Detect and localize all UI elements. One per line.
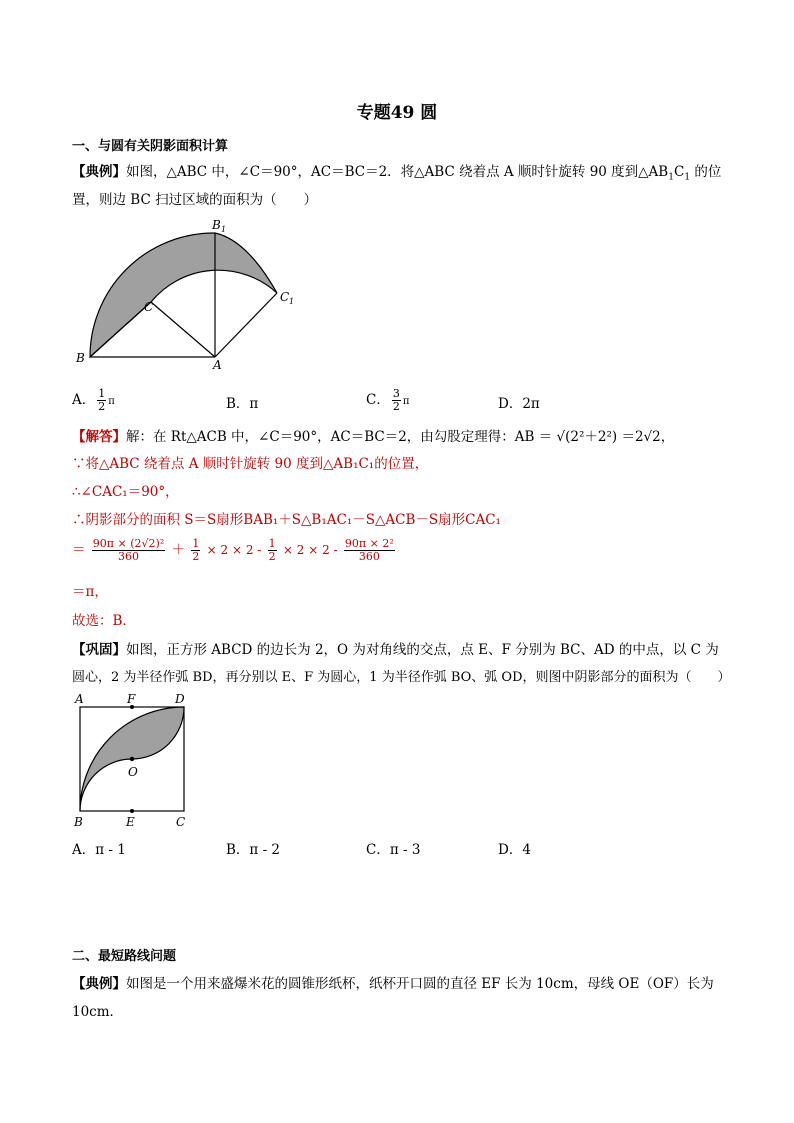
label-b: B xyxy=(74,815,83,829)
frac-num: 1 xyxy=(268,537,276,550)
formula-term: × 2 × 2 - xyxy=(206,543,262,557)
segment-ac1 xyxy=(215,293,277,357)
square-figure xyxy=(72,690,202,832)
option-c[interactable] xyxy=(366,388,409,413)
frac-den: 2 xyxy=(192,550,200,563)
example2-text-1: 如图是一个用来盛爆米花的圆锥形纸杯，纸杯开口圆的直径 EF 长为 10cm，母线 OE（OF）长为 xyxy=(126,976,714,992)
example2-line-1 xyxy=(72,972,714,992)
solution-text-1: 解：在 Rt△ACB 中，∠C＝90°，AC＝BC＝2，由勾股定理得：AB ＝ √(2²＋2²) ＝2√2， xyxy=(126,429,675,445)
label-e: E xyxy=(126,815,135,829)
frac-den: 2 xyxy=(98,400,106,413)
label-c1-sub: 1 xyxy=(289,297,295,306)
example-line-1 xyxy=(72,160,721,183)
point-o xyxy=(130,757,134,761)
label-a: A xyxy=(75,692,84,706)
solution-line-6: ＝π， xyxy=(72,584,108,600)
example-text-end: 的位 xyxy=(690,164,722,180)
example-line-2: 置，则边 BC 扫过区域的面积为（ ） xyxy=(72,192,318,208)
solution-line-2: ∵将△ABC 绕着点 A 顺时针旋转 90 度到△AB₁C₁的位置， xyxy=(72,456,429,472)
practice-line-1 xyxy=(72,638,719,658)
solution-line-4: ∴阴影部分的面积 S＝S扇形BAB₁＋S△B₁AC₁－S△ACB－S扇形CAC₁ xyxy=(72,512,501,528)
section-heading-1: 一、与圆有关阴影面积计算 xyxy=(72,139,229,154)
rotation-figure xyxy=(72,215,312,375)
segment-ca xyxy=(151,302,215,357)
pi-symbol: π xyxy=(108,396,115,407)
subscript: 1 xyxy=(684,172,691,183)
solution-line-1 xyxy=(72,425,674,445)
label-c: C xyxy=(176,815,186,829)
frac-num: 90π × (2√2)² xyxy=(92,537,165,550)
practice-text-1: 如图，正方形 ABCD 的边长为 2，O 为对角线的交点，点 E、F 分别为 BC、AD 的中点，以 C 为 xyxy=(126,642,719,658)
label-f: F xyxy=(127,692,136,706)
example-tag: 【典例】 xyxy=(72,164,126,180)
pi-symbol: π xyxy=(402,396,410,407)
option-d[interactable]: D．2π xyxy=(498,396,540,412)
label-c1: C xyxy=(280,290,290,304)
option-b[interactable]: B．π xyxy=(226,396,259,412)
solution-tag: 【解答】 xyxy=(72,429,126,445)
practice-option-b[interactable]: B．π - 2 xyxy=(226,842,281,858)
frac-den: 360 xyxy=(118,550,140,563)
frac-num: 1 xyxy=(98,387,106,400)
practice-line-2: 圆心，2 为半径作弧 BD，再分别以 E、F 为圆心，1 为半径作弧 BO、弧 OD，则图中阴影部分的面积为（ ） xyxy=(72,670,731,685)
plus-sign: ＋ xyxy=(171,542,186,558)
page-title: 专题49 圆 xyxy=(356,103,438,123)
option-c-prefix: C． xyxy=(366,392,390,408)
formula-term: × 2 × 2 - xyxy=(282,543,338,557)
frac-num: 3 xyxy=(392,387,400,400)
frac-den: 360 xyxy=(358,550,380,563)
practice-option-c[interactable]: C．π - 3 xyxy=(366,842,421,858)
section-heading-2: 二、最短路线问题 xyxy=(72,949,177,964)
equals-sign: ＝ xyxy=(72,542,86,558)
solution-formula xyxy=(72,538,397,563)
label-b1-sub: 1 xyxy=(221,225,227,234)
label-o: O xyxy=(128,765,138,779)
frac-num: 1 xyxy=(192,537,200,550)
example-text-1: 如图，△ABC 中，∠C＝90°，AC＝BC＝2．将△ABC 绕着点 A 顺时针旋转 90 度到△AB xyxy=(126,164,669,180)
frac-den: 2 xyxy=(392,400,400,413)
example-text-mid: C xyxy=(673,164,685,180)
option-a-prefix: A． xyxy=(72,392,96,408)
practice-tag: 【巩固】 xyxy=(72,642,126,658)
shaded-region xyxy=(90,233,277,357)
practice-option-a[interactable]: A．π - 1 xyxy=(72,842,126,858)
frac-num: 90π × 2² xyxy=(344,537,394,550)
example2-line-2: 10cm． xyxy=(72,1004,124,1020)
frac-den: 2 xyxy=(268,550,276,563)
subscript: 1 xyxy=(668,172,674,183)
solution-line-7: 故选：B． xyxy=(72,613,136,629)
point-e xyxy=(130,809,134,813)
label-b: B xyxy=(76,351,85,365)
label-c: C xyxy=(144,300,154,314)
label-b1: B xyxy=(212,218,221,232)
label-d: D xyxy=(175,692,185,706)
example2-tag: 【典例】 xyxy=(72,976,126,992)
solution-line-3: ∴∠CAC₁＝90°， xyxy=(72,484,179,500)
option-a[interactable] xyxy=(72,388,115,413)
label-a: A xyxy=(213,358,222,372)
practice-option-d[interactable]: D．4 xyxy=(498,842,531,858)
